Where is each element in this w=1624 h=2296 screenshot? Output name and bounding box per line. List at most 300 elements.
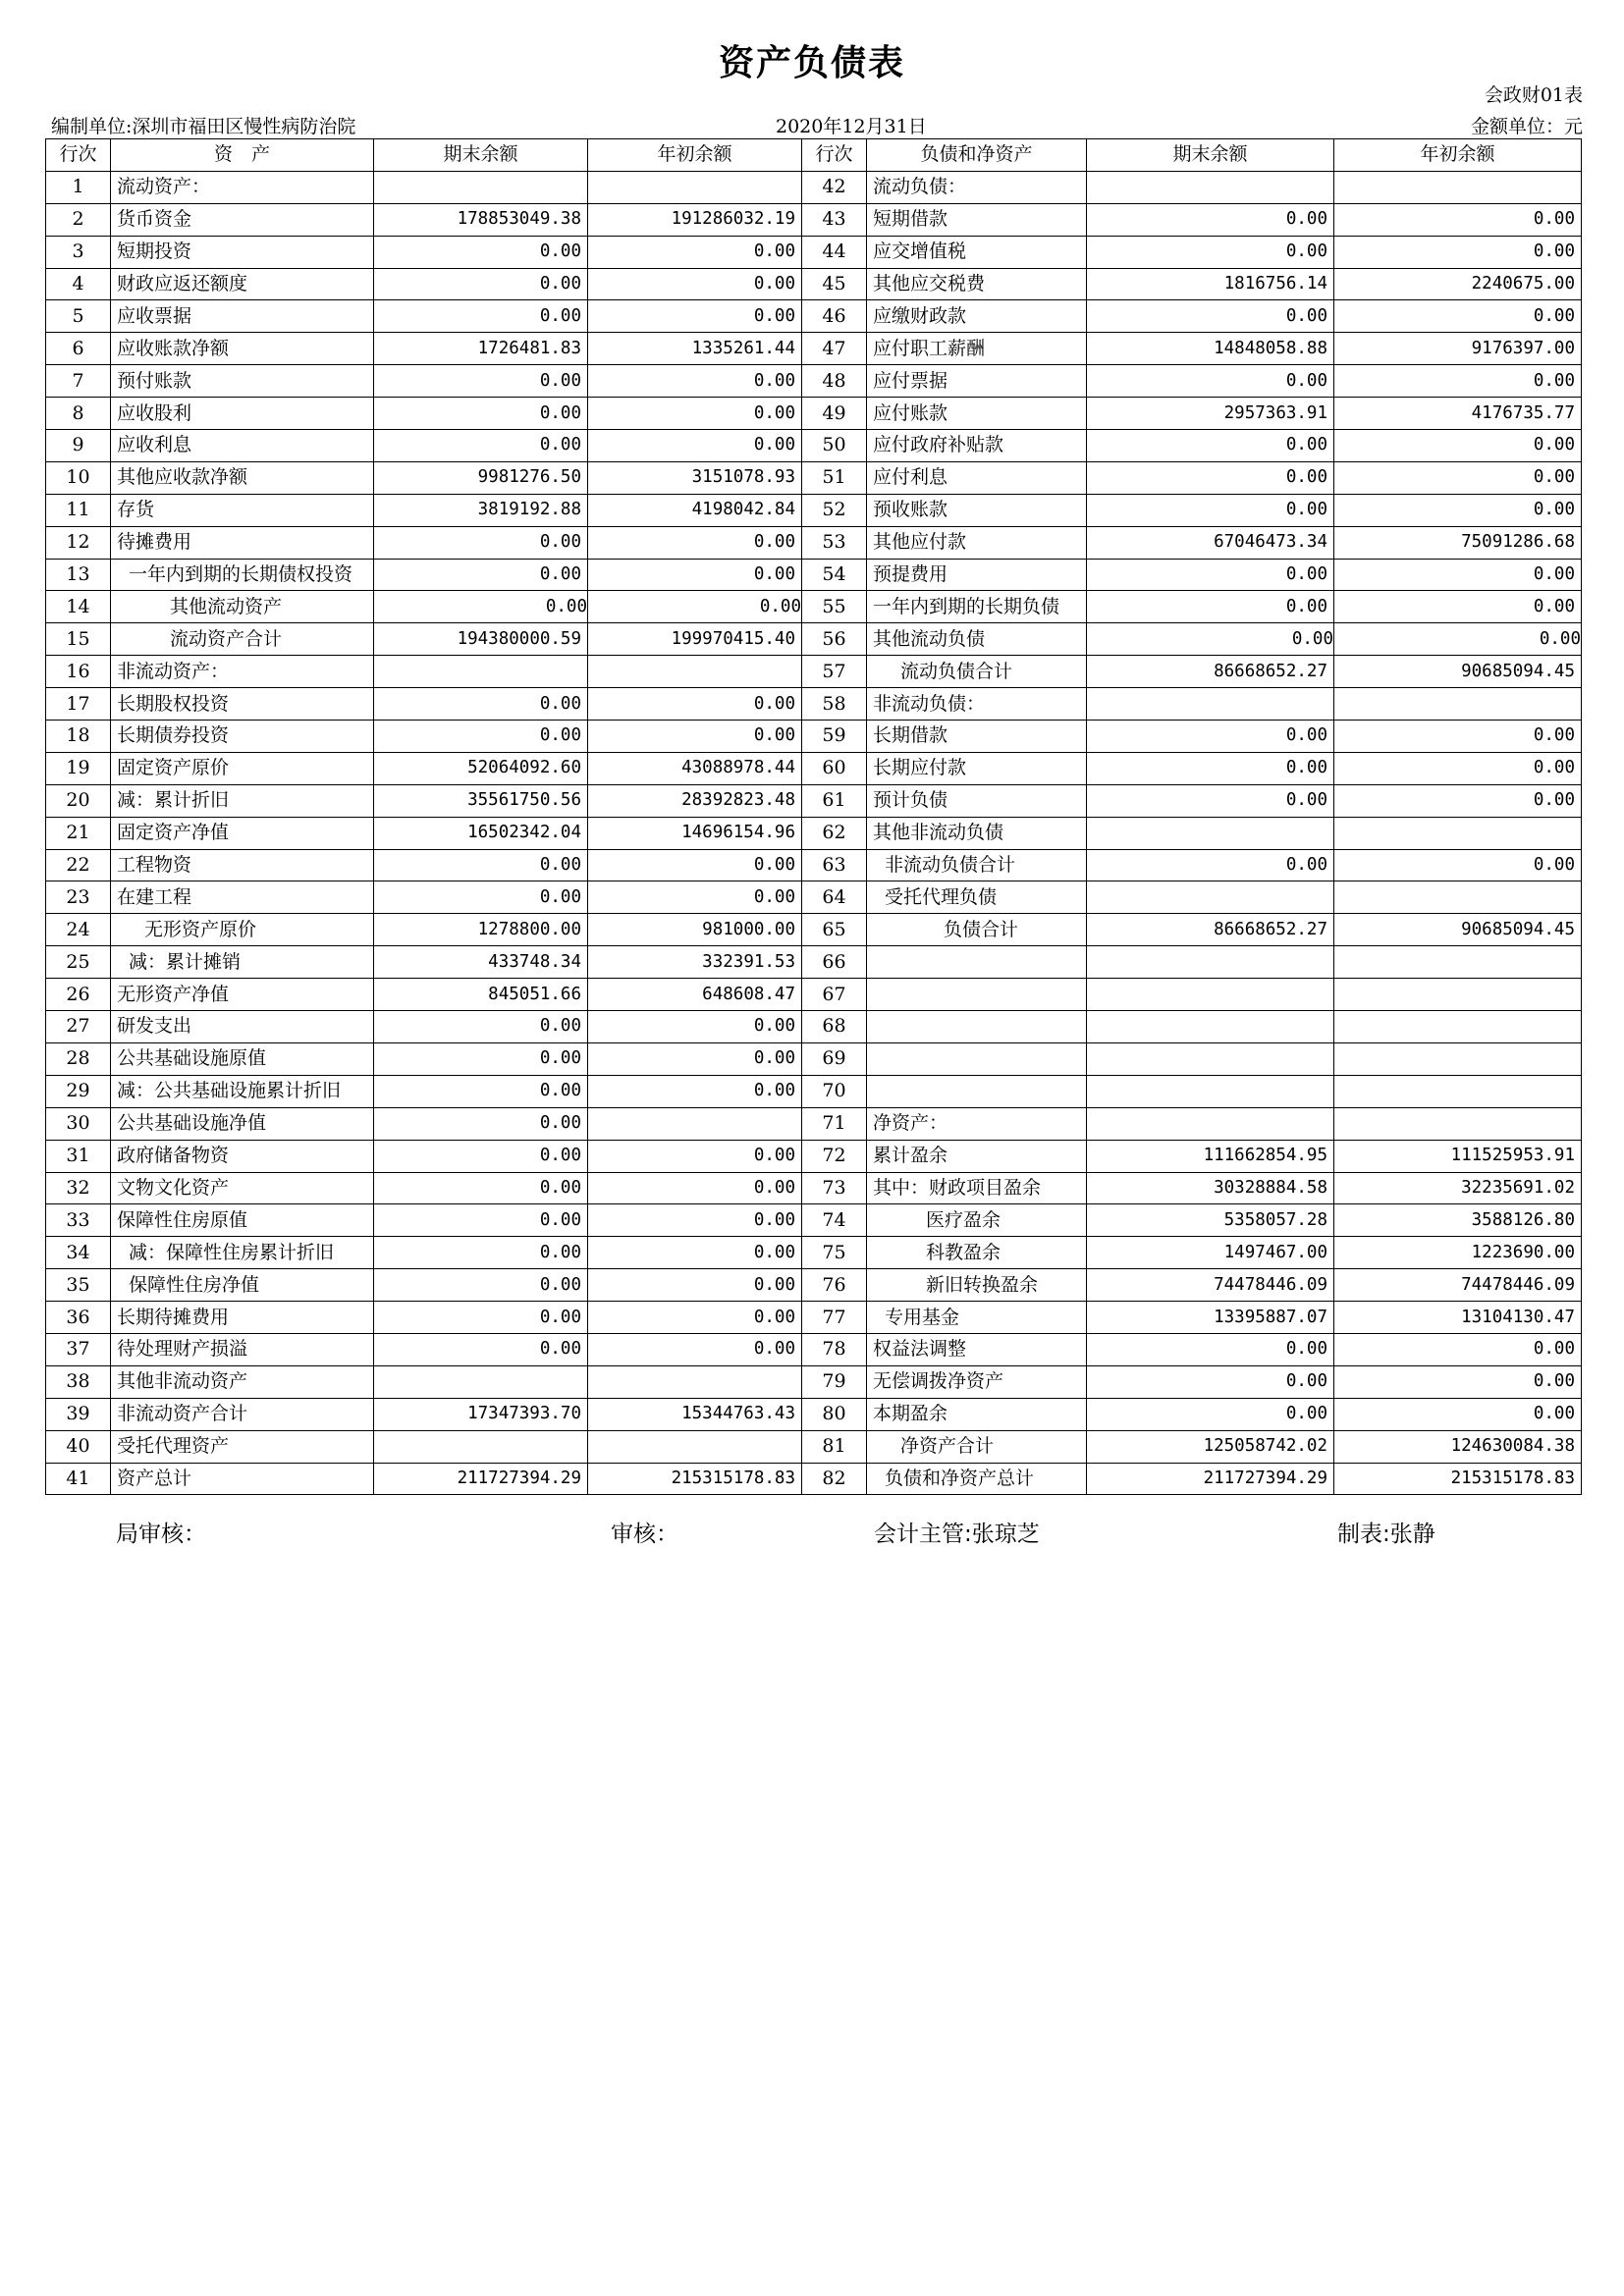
line-number-left: 41 — [46, 1463, 111, 1495]
liability-opening-balance: 0.00 — [1334, 461, 1582, 494]
liability-opening-balance: 0.00 — [1334, 236, 1582, 268]
liability-closing-balance — [1087, 979, 1334, 1011]
liability-opening-balance: 32235691.02 — [1334, 1172, 1582, 1204]
asset-item-name: 一年内到期的长期债权投资 — [111, 559, 374, 591]
liability-item-name: 流动负债合计 — [867, 656, 1087, 688]
liability-opening-balance: 0.00 — [1334, 752, 1582, 784]
liability-item-name: 非流动负债合计 — [867, 849, 1087, 881]
asset-closing-balance: 0.00 — [374, 1333, 588, 1365]
asset-closing-balance: 178853049.38 — [374, 203, 588, 236]
asset-item-name: 应收股利 — [111, 398, 374, 430]
asset-opening-balance: 0.00 — [588, 849, 802, 881]
balance-sheet-table — [45, 138, 1582, 1495]
liability-item-name: 无偿调拨净资产 — [867, 1365, 1087, 1398]
liability-item-name: 一年内到期的长期负债 — [867, 591, 1087, 623]
table-row — [46, 333, 1582, 365]
liability-closing-balance: 0.00 — [1087, 365, 1334, 398]
liability-closing-balance: 13395887.07 — [1087, 1302, 1334, 1334]
liability-closing-balance: 0.00 — [1087, 752, 1334, 784]
line-number-left: 2 — [46, 203, 111, 236]
table-row — [46, 203, 1582, 236]
line-number-left: 19 — [46, 752, 111, 784]
table-row — [46, 1172, 1582, 1204]
liability-opening-balance: 90685094.45 — [1334, 656, 1582, 688]
line-number-right: 59 — [802, 721, 867, 753]
line-number-left: 4 — [46, 268, 111, 300]
table-row — [46, 979, 1582, 1011]
liability-opening-balance: 74478446.09 — [1334, 1269, 1582, 1302]
liability-closing-balance — [1087, 881, 1334, 914]
asset-item-name: 流动资产： — [111, 171, 374, 203]
asset-item-name: 长期债券投资 — [111, 721, 374, 753]
asset-opening-balance: 0.00 — [588, 1011, 802, 1043]
asset-opening-balance: 43088978.44 — [588, 752, 802, 784]
header-cell: 期末余额 — [1087, 139, 1334, 172]
liability-opening-balance: 124630084.38 — [1334, 1430, 1582, 1463]
table-row — [46, 946, 1582, 979]
liability-opening-balance: 0.00 — [1334, 1365, 1582, 1398]
liability-item-name — [867, 1042, 1087, 1075]
line-number-left: 7 — [46, 365, 111, 398]
table-row — [46, 914, 1582, 946]
asset-opening-balance: 0.00 — [588, 1042, 802, 1075]
asset-opening-balance: 0.00 — [588, 236, 802, 268]
asset-item-name: 减：累计折旧 — [111, 784, 374, 817]
asset-opening-balance: 28392823.48 — [588, 784, 802, 817]
table-row — [46, 1430, 1582, 1463]
liability-closing-balance: 0.00 — [1087, 461, 1334, 494]
asset-closing-balance: 0.00 — [374, 688, 588, 721]
asset-opening-balance: 4198042.84 — [588, 494, 802, 526]
line-number-right: 80 — [802, 1398, 867, 1430]
asset-opening-balance: 0.00 — [588, 365, 802, 398]
reporting-unit: 编制单位:深圳市福田区慢性病防治院 — [51, 116, 356, 137]
line-number-right: 75 — [802, 1237, 867, 1269]
line-number-right: 74 — [802, 1204, 867, 1237]
liability-item-name: 负债合计 — [867, 914, 1087, 946]
asset-closing-balance — [374, 656, 588, 688]
liability-item-name: 本期盈余 — [867, 1398, 1087, 1430]
asset-item-name: 无形资产净值 — [111, 979, 374, 1011]
table-row — [46, 656, 1582, 688]
liability-closing-balance — [1087, 1011, 1334, 1043]
liability-item-name: 净资产合计 — [867, 1430, 1087, 1463]
asset-opening-balance: 0.00 — [588, 1204, 802, 1237]
line-number-left: 28 — [46, 1042, 111, 1075]
asset-closing-balance: 16502342.04 — [374, 817, 588, 849]
liability-closing-balance: 0.00 — [1087, 721, 1334, 753]
liability-item-name: 应付利息 — [867, 461, 1087, 494]
line-number-left: 37 — [46, 1333, 111, 1365]
liability-closing-balance — [1087, 1075, 1334, 1107]
asset-item-name: 非流动资产： — [111, 656, 374, 688]
asset-opening-balance: 0.00 — [588, 881, 802, 914]
table-row — [46, 300, 1582, 333]
asset-closing-balance: 211727394.29 — [374, 1463, 588, 1495]
table-row — [46, 1011, 1582, 1043]
liability-closing-balance: 30328884.58 — [1087, 1172, 1334, 1204]
table-row — [46, 817, 1582, 849]
line-number-right: 53 — [802, 526, 867, 559]
asset-closing-balance: 0.00 — [374, 721, 588, 753]
liability-closing-balance: 14848058.88 — [1087, 333, 1334, 365]
table-row — [46, 784, 1582, 817]
liability-opening-balance: 3588126.80 — [1334, 1204, 1582, 1237]
asset-item-name: 固定资产原价 — [111, 752, 374, 784]
asset-item-name: 资产总计 — [111, 1463, 374, 1495]
liability-item-name — [867, 979, 1087, 1011]
liability-item-name: 其他非流动负债 — [867, 817, 1087, 849]
liability-closing-balance: 0.00 — [1087, 236, 1334, 268]
table-row — [46, 1365, 1582, 1398]
liability-item-name: 预收账款 — [867, 494, 1087, 526]
liability-item-name: 流动负债： — [867, 171, 1087, 203]
asset-opening-balance: 0.00 — [588, 526, 802, 559]
liability-opening-balance — [1334, 817, 1582, 849]
report-date: 2020年12月31日 — [776, 116, 927, 137]
asset-opening-balance: 0.00 — [588, 268, 802, 300]
line-number-right: 63 — [802, 849, 867, 881]
asset-closing-balance: 0.00 — [374, 1204, 588, 1237]
line-number-right: 54 — [802, 559, 867, 591]
asset-opening-balance: 0.00 — [588, 559, 802, 591]
asset-item-name: 其他非流动资产 — [111, 1365, 374, 1398]
asset-opening-balance: 0.00 — [588, 688, 802, 721]
asset-opening-balance: 0.00 — [588, 1075, 802, 1107]
asset-closing-balance: 52064092.60 — [374, 752, 588, 784]
liability-item-name: 应付职工薪酬 — [867, 333, 1087, 365]
asset-opening-balance: 0.00 — [588, 591, 802, 623]
liability-opening-balance — [1334, 979, 1582, 1011]
liability-opening-balance: 0.00 — [1334, 494, 1582, 526]
liability-closing-balance: 86668652.27 — [1087, 656, 1334, 688]
asset-opening-balance — [588, 1107, 802, 1140]
line-number-right: 50 — [802, 430, 867, 462]
line-number-left: 32 — [46, 1172, 111, 1204]
liability-item-name: 其中：财政项目盈余 — [867, 1172, 1087, 1204]
asset-item-name: 短期投资 — [111, 236, 374, 268]
asset-item-name: 公共基础设施原值 — [111, 1042, 374, 1075]
line-number-right: 60 — [802, 752, 867, 784]
liability-item-name: 累计盈余 — [867, 1140, 1087, 1172]
line-number-right: 52 — [802, 494, 867, 526]
liability-opening-balance: 0.00 — [1334, 591, 1582, 623]
table-row — [46, 1204, 1582, 1237]
asset-item-name: 政府储备物资 — [111, 1140, 374, 1172]
report-title: 资产负债表 — [718, 43, 905, 83]
asset-closing-balance — [374, 171, 588, 203]
line-number-left: 8 — [46, 398, 111, 430]
line-number-right: 64 — [802, 881, 867, 914]
liability-opening-balance: 0.00 — [1334, 203, 1582, 236]
header-cell: 行次 — [802, 139, 867, 172]
liability-item-name: 医疗盈余 — [867, 1204, 1087, 1237]
liability-closing-balance: 0.00 — [1087, 430, 1334, 462]
liability-item-name: 权益法调整 — [867, 1333, 1087, 1365]
line-number-left: 9 — [46, 430, 111, 462]
table-row — [46, 881, 1582, 914]
liability-closing-balance: 0.00 — [1087, 623, 1334, 656]
liability-item-name: 预计负债 — [867, 784, 1087, 817]
line-number-right: 62 — [802, 817, 867, 849]
liability-opening-balance: 13104130.47 — [1334, 1302, 1582, 1334]
asset-item-name: 应收利息 — [111, 430, 374, 462]
line-number-left: 3 — [46, 236, 111, 268]
line-number-left: 35 — [46, 1269, 111, 1302]
asset-item-name: 保障性住房原值 — [111, 1204, 374, 1237]
line-number-left: 15 — [46, 623, 111, 656]
liability-closing-balance: 0.00 — [1087, 784, 1334, 817]
header-cell: 负债和净资产 — [867, 139, 1087, 172]
form-code: 会政财01表 — [1484, 84, 1583, 106]
liability-opening-balance: 0.00 — [1334, 365, 1582, 398]
liability-closing-balance: 0.00 — [1087, 300, 1334, 333]
asset-item-name: 无形资产原价 — [111, 914, 374, 946]
asset-opening-balance: 0.00 — [588, 1269, 802, 1302]
asset-closing-balance: 194380000.59 — [374, 623, 588, 656]
chief-accountant-label: 会计主管:张琼芝 — [874, 1522, 1040, 1547]
liability-item-name — [867, 946, 1087, 979]
liability-closing-balance — [1087, 1042, 1334, 1075]
liability-opening-balance — [1334, 1075, 1582, 1107]
asset-opening-balance: 215315178.83 — [588, 1463, 802, 1495]
line-number-left: 24 — [46, 914, 111, 946]
line-number-left: 1 — [46, 171, 111, 203]
liability-item-name: 其他流动负债 — [867, 623, 1087, 656]
asset-opening-balance: 648608.47 — [588, 979, 802, 1011]
asset-opening-balance: 199970415.40 — [588, 623, 802, 656]
line-number-left: 34 — [46, 1237, 111, 1269]
line-number-left: 23 — [46, 881, 111, 914]
asset-item-name: 应收票据 — [111, 300, 374, 333]
table-row — [46, 430, 1582, 462]
liability-closing-balance: 67046473.34 — [1087, 526, 1334, 559]
asset-closing-balance: 3819192.88 — [374, 494, 588, 526]
liability-closing-balance: 0.00 — [1087, 1333, 1334, 1365]
asset-closing-balance: 0.00 — [374, 365, 588, 398]
asset-closing-balance: 0.00 — [374, 1269, 588, 1302]
asset-opening-balance: 0.00 — [588, 398, 802, 430]
liability-item-name: 负债和净资产总计 — [867, 1463, 1087, 1495]
liability-item-name: 其他应付款 — [867, 526, 1087, 559]
asset-closing-balance: 0.00 — [374, 268, 588, 300]
asset-closing-balance: 0.00 — [374, 1042, 588, 1075]
asset-opening-balance — [588, 1430, 802, 1463]
line-number-right: 47 — [802, 333, 867, 365]
liability-item-name: 应付政府补贴款 — [867, 430, 1087, 462]
table-row — [46, 1333, 1582, 1365]
asset-item-name: 在建工程 — [111, 881, 374, 914]
liability-opening-balance: 111525953.91 — [1334, 1140, 1582, 1172]
liability-opening-balance: 0.00 — [1334, 784, 1582, 817]
line-number-left: 40 — [46, 1430, 111, 1463]
asset-closing-balance: 0.00 — [374, 1172, 588, 1204]
asset-closing-balance: 1278800.00 — [374, 914, 588, 946]
asset-closing-balance: 845051.66 — [374, 979, 588, 1011]
asset-item-name: 减：保障性住房累计折旧 — [111, 1237, 374, 1269]
liability-closing-balance — [1087, 688, 1334, 721]
liability-opening-balance — [1334, 1011, 1582, 1043]
asset-closing-balance: 0.00 — [374, 849, 588, 881]
liability-closing-balance: 1816756.14 — [1087, 268, 1334, 300]
table-row — [46, 365, 1582, 398]
liability-item-name: 其他应交税费 — [867, 268, 1087, 300]
table-row — [46, 1107, 1582, 1140]
asset-opening-balance: 0.00 — [588, 1333, 802, 1365]
line-number-left: 6 — [46, 333, 111, 365]
liability-closing-balance: 0.00 — [1087, 591, 1334, 623]
table-row — [46, 1269, 1582, 1302]
asset-opening-balance: 1335261.44 — [588, 333, 802, 365]
bureau-review-label: 局审核： — [116, 1522, 206, 1547]
line-number-left: 5 — [46, 300, 111, 333]
table-row — [46, 1463, 1582, 1495]
table-row — [46, 461, 1582, 494]
liability-closing-balance: 0.00 — [1087, 494, 1334, 526]
liability-opening-balance: 9176397.00 — [1334, 333, 1582, 365]
liability-item-name — [867, 1011, 1087, 1043]
liability-item-name: 非流动负债： — [867, 688, 1087, 721]
line-number-right: 46 — [802, 300, 867, 333]
header-cell: 行次 — [46, 139, 111, 172]
liability-closing-balance: 86668652.27 — [1087, 914, 1334, 946]
liability-opening-balance: 2240675.00 — [1334, 268, 1582, 300]
asset-closing-balance: 0.00 — [374, 526, 588, 559]
asset-closing-balance: 0.00 — [374, 1237, 588, 1269]
liability-opening-balance: 75091286.68 — [1334, 526, 1582, 559]
asset-opening-balance: 0.00 — [588, 1140, 802, 1172]
line-number-left: 33 — [46, 1204, 111, 1237]
line-number-left: 22 — [46, 849, 111, 881]
line-number-left: 30 — [46, 1107, 111, 1140]
table-row — [46, 688, 1582, 721]
table-row — [46, 1237, 1582, 1269]
asset-opening-balance: 0.00 — [588, 430, 802, 462]
review-label: 审核： — [611, 1522, 678, 1547]
line-number-left: 16 — [46, 656, 111, 688]
asset-closing-balance: 0.00 — [374, 1107, 588, 1140]
line-number-left: 21 — [46, 817, 111, 849]
asset-item-name: 长期待摊费用 — [111, 1302, 374, 1334]
liability-opening-balance: 90685094.45 — [1334, 914, 1582, 946]
line-number-left: 39 — [46, 1398, 111, 1430]
line-number-right: 55 — [802, 591, 867, 623]
line-number-right: 57 — [802, 656, 867, 688]
header-cell: 年初余额 — [588, 139, 802, 172]
line-number-left: 27 — [46, 1011, 111, 1043]
liability-closing-balance: 0.00 — [1087, 1398, 1334, 1430]
asset-opening-balance: 0.00 — [588, 721, 802, 753]
asset-closing-balance: 0.00 — [374, 1011, 588, 1043]
asset-opening-balance: 3151078.93 — [588, 461, 802, 494]
liability-item-name: 应付票据 — [867, 365, 1087, 398]
liability-item-name: 短期借款 — [867, 203, 1087, 236]
asset-opening-balance: 14696154.96 — [588, 817, 802, 849]
liability-item-name: 新旧转换盈余 — [867, 1269, 1087, 1302]
liability-opening-balance — [1334, 1042, 1582, 1075]
table-row — [46, 752, 1582, 784]
liability-item-name: 受托代理负债 — [867, 881, 1087, 914]
asset-item-name: 长期股权投资 — [111, 688, 374, 721]
table-row — [46, 1140, 1582, 1172]
line-number-left: 31 — [46, 1140, 111, 1172]
asset-closing-balance: 0.00 — [374, 1075, 588, 1107]
liability-opening-balance — [1334, 881, 1582, 914]
table-row — [46, 526, 1582, 559]
line-number-right: 48 — [802, 365, 867, 398]
line-number-right: 56 — [802, 623, 867, 656]
liability-item-name: 长期借款 — [867, 721, 1087, 753]
liability-opening-balance: 215315178.83 — [1334, 1463, 1582, 1495]
liability-opening-balance: 4176735.77 — [1334, 398, 1582, 430]
liability-opening-balance — [1334, 946, 1582, 979]
liability-closing-balance: 74478446.09 — [1087, 1269, 1334, 1302]
asset-closing-balance: 0.00 — [374, 398, 588, 430]
table-row — [46, 494, 1582, 526]
table-row — [46, 268, 1582, 300]
header-cell: 资 产 — [111, 139, 374, 172]
line-number-left: 36 — [46, 1302, 111, 1334]
asset-opening-balance — [588, 171, 802, 203]
currency-unit: 金额单位：元 — [1470, 116, 1583, 137]
table-row — [46, 1398, 1582, 1430]
asset-opening-balance: 332391.53 — [588, 946, 802, 979]
liability-closing-balance: 111662854.95 — [1087, 1140, 1334, 1172]
liability-opening-balance: 0.00 — [1334, 849, 1582, 881]
line-number-left: 18 — [46, 721, 111, 753]
liability-closing-balance — [1087, 817, 1334, 849]
line-number-left: 25 — [46, 946, 111, 979]
liability-closing-balance: 211727394.29 — [1087, 1463, 1334, 1495]
asset-opening-balance: 981000.00 — [588, 914, 802, 946]
asset-opening-balance: 191286032.19 — [588, 203, 802, 236]
liability-closing-balance: 125058742.02 — [1087, 1430, 1334, 1463]
liability-item-name: 净资产： — [867, 1107, 1087, 1140]
asset-item-name: 其他流动资产 — [111, 591, 374, 623]
line-number-left: 26 — [46, 979, 111, 1011]
asset-item-name: 工程物资 — [111, 849, 374, 881]
liability-closing-balance — [1087, 1107, 1334, 1140]
table-row — [46, 849, 1582, 881]
asset-item-name: 减：累计摊销 — [111, 946, 374, 979]
asset-opening-balance: 0.00 — [588, 300, 802, 333]
asset-closing-balance: 17347393.70 — [374, 1398, 588, 1430]
table-row — [46, 1075, 1582, 1107]
table-row — [46, 559, 1582, 591]
liability-item-name: 应交增值税 — [867, 236, 1087, 268]
table-row — [46, 171, 1582, 203]
liability-item-name: 预提费用 — [867, 559, 1087, 591]
line-number-right: 79 — [802, 1365, 867, 1398]
line-number-right: 58 — [802, 688, 867, 721]
asset-closing-balance: 0.00 — [374, 591, 588, 623]
prepared-by-label: 制表:张静 — [1337, 1522, 1435, 1547]
asset-closing-balance: 0.00 — [374, 881, 588, 914]
asset-closing-balance: 0.00 — [374, 236, 588, 268]
table-row — [46, 591, 1582, 623]
liability-item-name: 长期应付款 — [867, 752, 1087, 784]
table-row — [46, 236, 1582, 268]
asset-item-name: 应收账款净额 — [111, 333, 374, 365]
asset-opening-balance — [588, 1365, 802, 1398]
line-number-right: 66 — [802, 946, 867, 979]
liability-closing-balance: 0.00 — [1087, 1365, 1334, 1398]
line-number-left: 13 — [46, 559, 111, 591]
asset-item-name: 货币资金 — [111, 203, 374, 236]
liability-opening-balance: 0.00 — [1334, 1333, 1582, 1365]
header-cell: 期末余额 — [374, 139, 588, 172]
table-row — [46, 623, 1582, 656]
